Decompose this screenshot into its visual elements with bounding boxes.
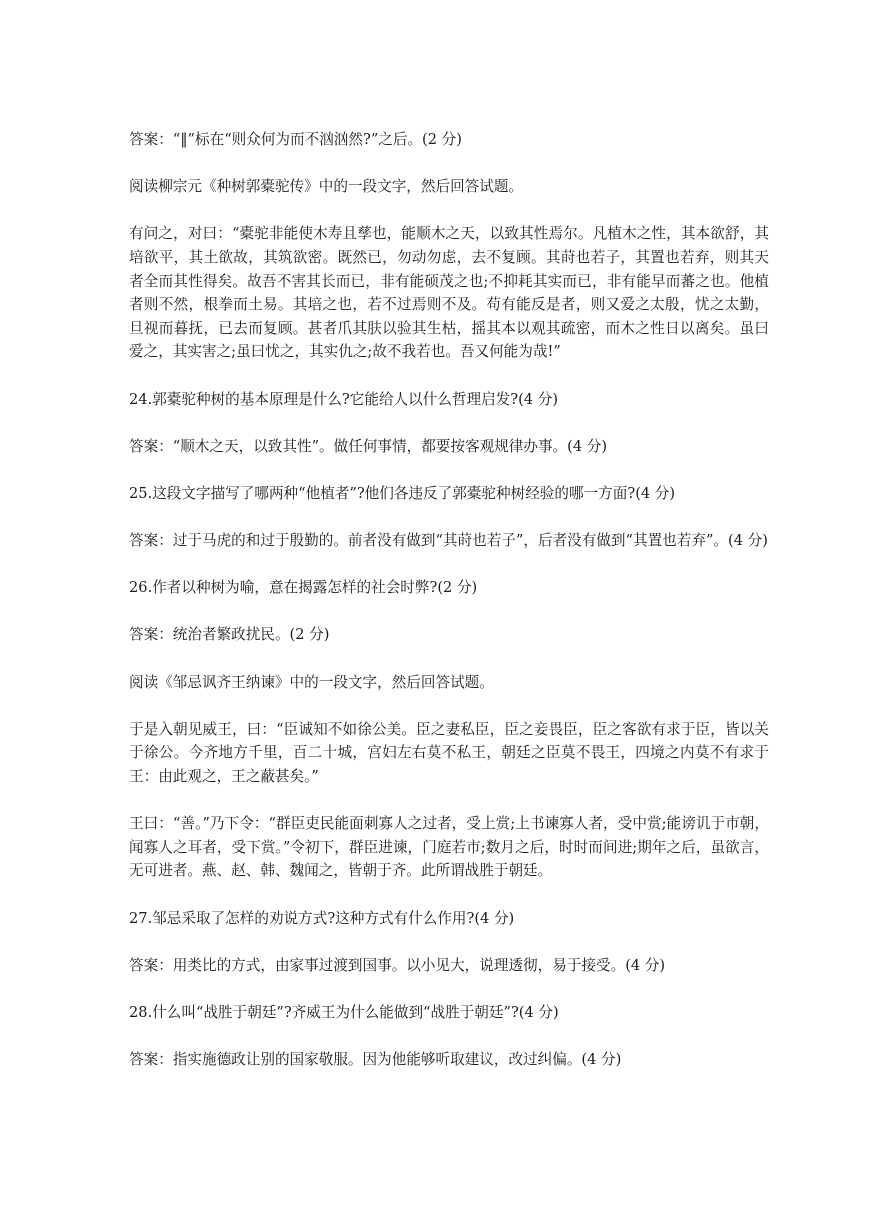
passage-paragraph: 有问之，对曰：“橐驼非能使木寿且孳也，能顺木之天，以致其性焉尔。凡植木之性，其本欲舒，其培欲平，其土欲故，其筑欲密。既然已，勿动勿虑，去不复顾。其莳也若子，其置也若弃，则其天者全而其性得矣。故吾不害其长而已，非有能硕茂之也;不抑耗其实而已，非有能早而蕃之也。他植者则不然，根拳而土易。其培之也，若不过焉则不及。苟有能反是者，则又爱之太殷，忧之太勤，旦视而暮抚，已去而复顾。甚者爪其肤以验其生枯，摇其本以观其疏密，而木之性日以离矣。虽曰爱之，其实害之;虽曰忧之，其实仇之;故不我若也。吾又何能为哉!” (129, 225, 769, 361)
reading-instruction: 阅读柳宗元《种树郭橐驼传》中的一段文字，然后回答试题。 (129, 178, 524, 196)
document-page (129, 128, 769, 1095)
question-28: 28.什么叫“战胜于朝廷”?齐威王为什么能做到“战胜于朝廷”?(4 分) (129, 1003, 559, 1021)
question-26: 26.作者以种树为喻，意在揭露怎样的社会时弊?(2 分) (129, 579, 478, 597)
answer-27: 答案：用类比的方式，由家事过渡到国事。以小见大，说理透彻，易于接受。(4 分) (129, 956, 666, 974)
reading-instruction: 阅读《邹忌讽齐王纳谏》中的一段文字，然后回答试题。 (129, 673, 494, 691)
answer-28: 答案：指实施德政让别的国家敬服。因为他能够听取建议，改过纠偏。(4 分) (129, 1051, 622, 1069)
question-25: 25.这段文字描写了哪两种“他植者”?他们各违反了郭橐驼种树经验的哪一方面?(4 分) (129, 484, 676, 502)
passage-paragraph: 王曰：“善。”乃下令：“群臣吏民能面刺寡人之过者，受上赏;上书谏寡人者，受中赏;能谤讥于市朝，闻寡人之耳者，受下赏。”令初下，群臣进谏，门庭若市;数月之后，时时而间进;期年之后，虽欲言，无可进者。燕、赵、韩、魏闻之，皆朝于齐。此所谓战胜于朝廷。 (129, 815, 769, 880)
answer-26: 答案：统治者繁政扰民。(2 分) (129, 626, 330, 644)
question-27: 27.邹忌采取了怎样的劝说方式?这种方式有什么作用?(4 分) (129, 909, 515, 927)
answer-25: 答案：过于马虎的和过于殷勤的。前者没有做到“其莳也若子”，后者没有做到“其置也若弃”。(4 分) (129, 532, 768, 550)
answer-24: 答案：“顺木之天，以致其性”。做任何事情，都要按客观规律办事。(4 分) (129, 437, 608, 455)
answer-paragraph: 答案：“‖”标在“则众何为而不汹汹然?”之后。(2 分) (129, 131, 462, 148)
question-24: 24.郭橐驼种树的基本原理是什么?它能给人以什么哲理启发?(4 分) (129, 390, 559, 408)
passage-paragraph: 于是入朝见威王，曰：“臣诚知不如徐公美。臣之妻私臣，臣之妾畏臣，臣之客欲有求于臣，皆以关于徐公。今齐地方千里，百二十城，宫妇左右莫不私王，朝廷之臣莫不畏王，四境之内莫不有求于王：由此观之，王之蔽甚矣。” (129, 720, 769, 786)
